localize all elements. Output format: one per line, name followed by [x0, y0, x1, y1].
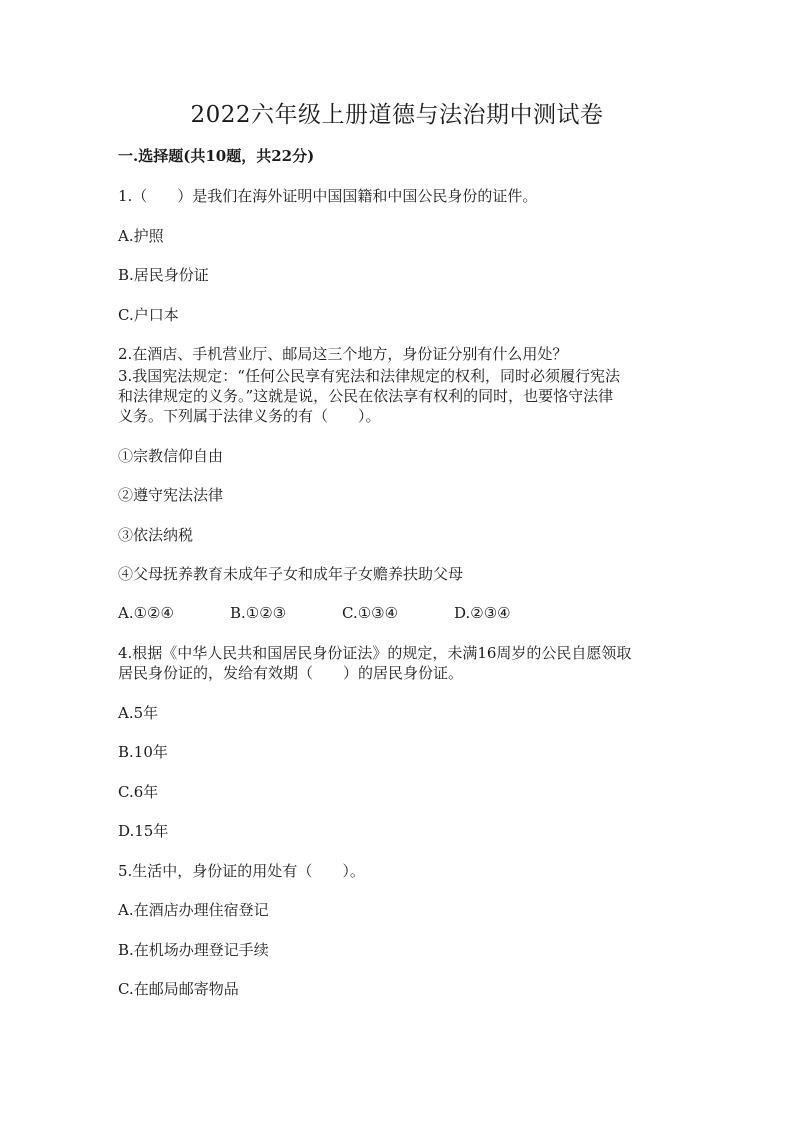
question-4-option-b: B.10年 — [118, 743, 168, 761]
question-3-option-d: D.②③④ — [454, 604, 511, 622]
question-5-option-a: A.在酒店办理住宿登记 — [118, 901, 269, 919]
question-5-option-c: C.在邮局邮寄物品 — [118, 980, 239, 998]
question-2-stem: 2.在酒店、手机营业厅、邮局这三个地方，身份证分别有什么用处？ — [118, 345, 568, 363]
question-3-option-c: C.①③④ — [342, 604, 399, 622]
question-1-option-b: B.居民身份证 — [118, 266, 209, 284]
question-5-option-b: B.在机场办理登记手续 — [118, 941, 269, 959]
question-3-stem-line-3: 义务。下列属于法律义务的有（ ）。 — [118, 407, 381, 425]
question-3-item-4: ④父母抚养教育未成年子女和成年子女赡养扶助父母 — [118, 565, 464, 583]
question-1-option-a: A.护照 — [118, 227, 164, 245]
section-heading: 一.选择题(共10题，共22分) — [118, 147, 315, 165]
question-3-option-a: A.①②④ — [118, 604, 174, 622]
question-4-option-d: D.15年 — [118, 822, 169, 840]
question-3-stem-line-1: 3.我国宪法规定：“任何公民享有宪法和法律规定的权利，同时必须履行宪法 — [118, 367, 620, 385]
question-3-option-b: B.①②③ — [230, 604, 287, 622]
page-title: 2022六年级上册道德与法治期中测试卷 — [190, 102, 604, 128]
question-4-stem-line-1: 4.根据《中华人民共和国居民身份证法》的规定，未满16周岁的公民自愿领取 — [118, 644, 632, 662]
question-3-stem-line-2: 和法律规定的义务。”这就是说，公民在依法享有权利的同时，也要恪守法律 — [118, 387, 614, 405]
question-4-stem-line-2: 居民身份证的，发给有效期（ ）的居民身份证。 — [118, 664, 464, 682]
question-3-item-3: ③依法纳税 — [118, 526, 194, 544]
question-1-stem: 1.（ ）是我们在海外证明中国国籍和中国公民身份的证件。 — [118, 187, 538, 205]
question-4-option-a: A.5年 — [118, 704, 159, 722]
question-3-options — [118, 603, 688, 624]
question-3-item-2: ②遵守宪法法律 — [118, 486, 224, 504]
question-4-option-c: C.6年 — [118, 783, 159, 801]
question-1-option-c: C.户口本 — [118, 306, 179, 324]
question-5-stem: 5.生活中，身份证的用处有（ ）。 — [118, 862, 365, 880]
question-3-item-1: ①宗教信仰自由 — [118, 447, 224, 465]
